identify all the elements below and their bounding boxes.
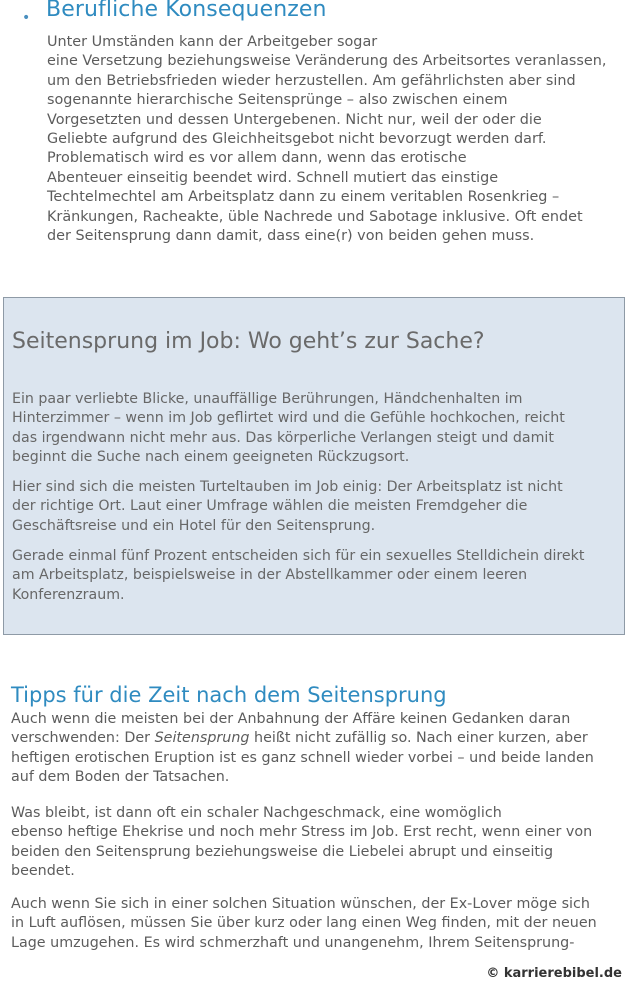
copyright-notice: © karrierebibel.de [486,966,622,981]
info-box-paragraph: Gerade einmal fünf Prozent entscheiden sich für ein sexuelles Stelldichein direkt am Arbeitsplatz, beispielsweise in der Abstellkammer oder einem leeren Konferenzraum. [12,548,585,603]
info-box [3,297,625,635]
tips-paragraph-text: heißt nicht zufällig so. Nach einer kurzen, aber heftigen erotischen Eruption ist es ganz schnell wieder vorbei – und beide landen auf dem Boden der Tatsachen. [11,730,594,786]
info-box-paragraph: Hier sind sich die meisten Turteltauben im Job einig: Der Arbeitsplatz ist nicht der richtige Ort. Laut einer Umfrage wählen die meisten Fremdgeher die Geschäftsreise und ein Hotel für den Seitensprung. [12,479,563,534]
info-box-title: Seitensprung im Job: Wo geht’s zur Sache? [12,329,485,354]
bullet-marker: • [22,10,31,26]
section-heading: Berufliche Konsequenzen [46,0,327,22]
section-body-text: Unter Umständen kann der Arbeitgeber sogar eine Versetzung beziehungsweise Veränderung des Arbeitsortes veranlassen, um den Betriebsfrieden wieder herzustellen. Am gefährlichsten aber sind sogenannte hierarchische Seitensprünge – also zwischen einem Vorgesetzten und dessen Untergebenen. Nicht nur, weil der oder die Geliebte aufgrund des Gleichheitsgebot nicht bevorzugt werden darf. Problematisch wird es vor allem dann, wenn das erotische Abenteuer einseitig beendet wird. Schnell mutiert das einstige Techtelmechtel am Arbeitsplatz dann zu einem veritablen Rosenkrieg – Kränkungen, Racheakte, üble Nachrede und Sabotage inklusive. Oft endet der Seitensprung dann damit, dass eine(r) von beiden gehen muss. [47,34,607,245]
tips-emphasis: Seitensprung [154,730,250,747]
tips-paragraph [11,710,621,788]
tips-paragraph-text: Auch wenn die meisten bei der Anbahnung der Affäre keinen Gedanken daran verschwenden: Der [11,711,571,747]
info-box-paragraph: Ein paar verliebte Blicke, unauffällige Berührungen, Händchenhalten im Hinterzimmer – wenn im Job geflirtet wird und die Gefühle hochkochen, reicht das irgendwann nicht mehr aus. Das körperliche Verlangen steigt und damit beginnt die Suche nach einem geeigneten Rückzugsort. [12,391,565,466]
tips-paragraph: Was bleibt, ist dann oft ein schaler Nachgeschmack, eine womöglich ebenso heftige Ehekrise und noch mehr Stress im Job. Erst recht, wenn einer von beiden den Seitensprung beziehungsweise die Liebelei abrupt und einseitig beendet. [11,805,593,880]
tips-paragraph: Auch wenn Sie sich in einer solchen Situation wünschen, der Ex-Lover möge sich in Luft auflösen, müssen Sie über kurz oder lang einen Weg finden, mit der neuen Lage umzugehen. Es wird schmerzhaft und unangenehm, Ihrem Seitensprung- [11,896,597,951]
tips-heading: Tipps für die Zeit nach dem Seitensprung [11,683,447,707]
